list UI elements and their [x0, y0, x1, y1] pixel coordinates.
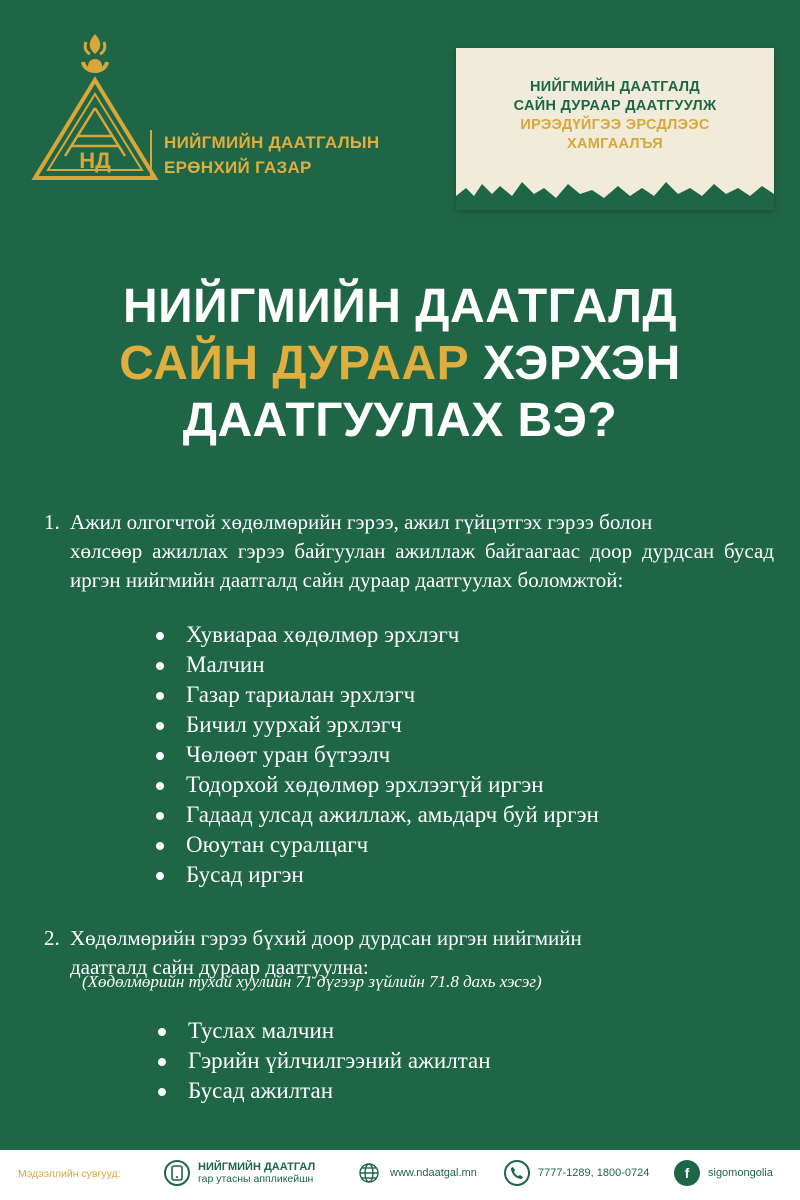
- app-subtitle: гар утасны аппликейшн: [198, 1173, 314, 1185]
- section-1-number: 1.: [44, 510, 60, 534]
- footer-website[interactable]: [356, 1160, 477, 1186]
- section-2-lead: Хөдөлмөрийн гэрээ бүхий доор дурдсан иргэн нийгмийн: [70, 926, 582, 950]
- facebook-icon: f: [674, 1160, 700, 1186]
- title-line1: НИЙГМИЙН ДААТГАЛД: [122, 280, 678, 333]
- footer-facebook[interactable]: [674, 1160, 773, 1186]
- section-1-first-line: [44, 508, 774, 537]
- footer-bar: [0, 1150, 800, 1200]
- list-item: Малчин: [150, 650, 599, 680]
- slogan-line3: ИРЭЭДҮЙГЭЭ ЭРСДЛЭЭС: [520, 117, 710, 133]
- section-1-text: [44, 508, 774, 595]
- footer-label: Мэдээллийн сувгууд:: [18, 1168, 121, 1180]
- section-1-lead: Ажил олгогчтой хөдөлмөрийн гэрээ, ажил гүйцэтгэх гэрээ болон: [70, 510, 653, 534]
- facebook-handle[interactable]: sigomongolia: [708, 1167, 773, 1179]
- section-2-number: 2.: [44, 926, 60, 950]
- slogan-line2: САЙН ДУРААР ДААТГУУЛЖ: [513, 98, 717, 114]
- footer-app[interactable]: [164, 1160, 315, 1186]
- list-item: Бусад ажилтан: [152, 1076, 491, 1106]
- org-name: [150, 130, 379, 180]
- slogan-note: [456, 48, 774, 210]
- phone-numbers: 7777-1289, 1800-0724: [538, 1167, 650, 1179]
- list-item: Туслах малчин: [152, 1016, 491, 1046]
- title-line2-rest: ХЭРХЭН: [469, 337, 681, 390]
- org-name-line2: ЕРӨНХИЙ ГАЗАР: [164, 158, 312, 177]
- section-2-list: [152, 1016, 491, 1106]
- app-title: НИЙГМИЙН ДААТГАЛ: [198, 1161, 316, 1173]
- title-line2: [0, 335, 800, 392]
- slogan-line4: ХАМГААЛЪЯ: [566, 136, 663, 152]
- section-1-rest: хөлсөөр ажиллах гэрээ байгуулан ажиллаж байгаагаас доор дурдсан бусад иргэн нийгмийн даатгалд сайн дураар даатгуулах боломжтой:: [70, 539, 774, 592]
- title-line3: ДААТГУУЛАХ ВЭ?: [182, 394, 618, 447]
- phone-icon: [504, 1160, 530, 1186]
- title-highlight: САЙН ДУРААР: [119, 337, 470, 390]
- list-item: Гэрийн үйлчилгээний ажилтан: [152, 1046, 491, 1076]
- list-item: Бичил уурхай эрхлэгч: [150, 710, 599, 740]
- list-item: Газар тариалан эрхлэгч: [150, 680, 599, 710]
- website-link[interactable]: www.ndaatgal.mn: [390, 1167, 477, 1179]
- law-reference: (Хөдөлмөрийн тухай хуулийн 71 дүгээр зүйлийн 71.8 дахь хэсэг): [82, 972, 542, 991]
- globe-icon: [356, 1160, 382, 1186]
- list-item: Тодорхой хөдөлмөр эрхлээгүй иргэн: [150, 770, 599, 800]
- forest-silhouette: [456, 166, 774, 210]
- logo-letters: НД: [79, 148, 111, 173]
- org-name-line1: НИЙГМИЙН ДААТГАЛЫН: [164, 133, 380, 152]
- slogan-line1: НИЙГМИЙН ДААТГАЛД: [530, 79, 700, 95]
- phone-app-icon: [164, 1160, 190, 1186]
- list-item: Чөлөөт уран бүтээлч: [150, 740, 599, 770]
- list-item: Оюутан суралцагч: [150, 830, 599, 860]
- section-2-rest: даатгалд сайн дураар даатгуулна:: [70, 955, 369, 979]
- footer-phone[interactable]: [504, 1160, 649, 1186]
- section-1-list: [150, 620, 599, 890]
- list-item: Бусад иргэн: [150, 860, 599, 890]
- logo-emblem: [30, 28, 160, 184]
- list-item: Хувиараа хөдөлмөр эрхлэгч: [150, 620, 599, 650]
- list-item: Гадаад улсад ажиллаж, амьдарч буй иргэн: [150, 800, 599, 830]
- section-2-first-line: [44, 924, 744, 953]
- page-title: [0, 278, 800, 449]
